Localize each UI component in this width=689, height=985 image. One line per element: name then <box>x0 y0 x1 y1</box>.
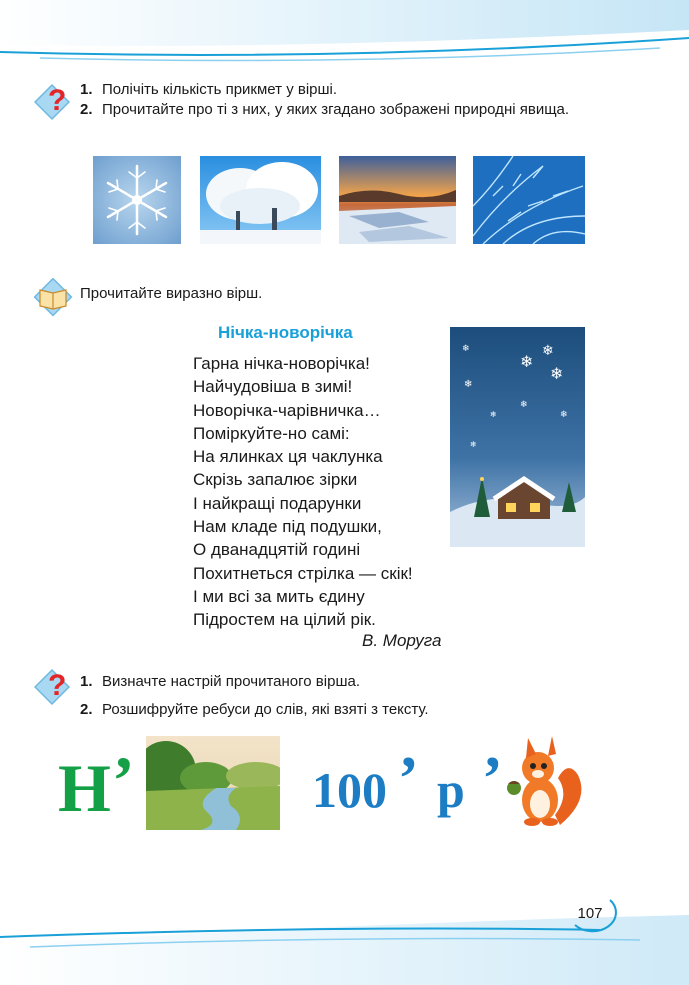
rebus2-number: 100 <box>312 762 387 818</box>
svg-text:❄: ❄ <box>560 410 568 420</box>
poem-line: І найкращі подарунки <box>193 493 362 513</box>
poem-line: Нам кладе під подушки, <box>193 517 382 537</box>
rebus2-apostrophe: ’ <box>398 745 419 813</box>
poem-line: Поміркуйте-но самі: <box>193 423 350 443</box>
list-item <box>80 696 429 724</box>
poem-line: Гарна нічка-новорічка! <box>193 354 370 373</box>
list-item <box>80 100 640 120</box>
rebus1-apostrophe: ’ <box>112 742 135 818</box>
list-item <box>80 668 429 696</box>
poem-line: Похитнеться стрілка — скік! <box>193 563 413 583</box>
svg-text:?: ? <box>48 84 67 117</box>
poem-title: Нічка-новорічка <box>218 323 353 342</box>
svg-text:❄: ❄ <box>542 343 554 359</box>
item-number: 2. <box>80 701 93 718</box>
poem-line: І ми всі за мить єдину <box>193 586 365 606</box>
item-text: Розшифруйте ребуси до слів, які взяті з тексту. <box>102 701 429 718</box>
snowflake-photo <box>93 156 181 244</box>
task2-list <box>80 668 429 724</box>
reading-instruction: Прочитайте виразно вірш. <box>80 285 263 302</box>
winter-night-illustration <box>450 327 585 547</box>
winter-sunset-photo <box>339 156 456 244</box>
rebus2-apostrophe-end: ’ <box>482 745 503 813</box>
book-icon <box>34 278 76 318</box>
page-number: 107 <box>577 905 603 922</box>
frost-trees-photo <box>200 156 321 244</box>
svg-text:❄: ❄ <box>490 410 497 419</box>
poem-line: Найчудовіша в зимі! <box>193 377 353 397</box>
svg-text:❄: ❄ <box>520 400 528 410</box>
svg-text:?: ? <box>48 669 67 702</box>
river-landscape-picture <box>146 736 280 830</box>
poem-author: В. Моруга <box>362 631 442 650</box>
poem-line: Скрізь запалює зірки <box>193 470 358 490</box>
item-number: 2. <box>80 101 93 118</box>
squirrel-picture <box>500 730 586 830</box>
poem-line: Новорічка-чарівничка… <box>193 400 381 420</box>
task1-list <box>80 80 640 120</box>
top-wave-decoration <box>0 0 689 80</box>
poem-line: Підростем на цілий рік. <box>193 610 376 630</box>
item-number: 1. <box>80 673 93 690</box>
svg-text:❄: ❄ <box>520 352 534 371</box>
svg-text:❄: ❄ <box>550 364 564 383</box>
item-text: Прочитайте про ті з них, у яких згадано зображені природні явища. <box>102 101 570 118</box>
rebus1-letter: Н <box>58 750 111 826</box>
svg-text:❄: ❄ <box>464 379 473 390</box>
svg-text:❄: ❄ <box>470 440 477 449</box>
question-icon <box>34 665 76 709</box>
item-text: Визначте настрій прочитаного вірша. <box>102 673 360 690</box>
item-text: Полічіть кількість прикмет у вірші. <box>102 81 338 98</box>
list-item <box>80 80 640 100</box>
poem-line: На ялинках ця чаклунка <box>193 447 383 467</box>
item-number: 1. <box>80 81 93 98</box>
rebus2-letter: р <box>437 762 465 818</box>
frost-pattern-photo <box>473 156 585 244</box>
poem-text <box>193 352 413 632</box>
poem-line: О дванадцятій годині <box>193 540 361 560</box>
question-icon <box>34 80 76 124</box>
svg-text:❄: ❄ <box>462 344 470 354</box>
